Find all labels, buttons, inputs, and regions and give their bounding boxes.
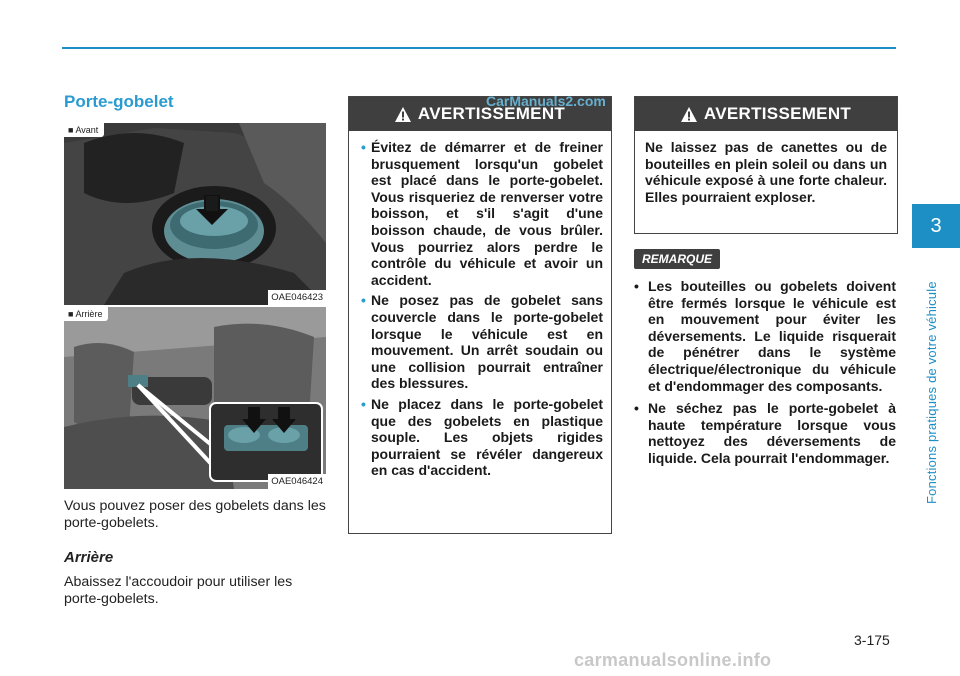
warning-text-2: Ne laissez pas de canettes ou de bouteilles en plein soleil ou dans un véhicule exposé à une forte chaleur. Elles pourraient exploser. bbox=[645, 139, 887, 205]
chapter-title: Fonctions pratiques de votre véhicule bbox=[924, 281, 939, 504]
bullet-icon: • bbox=[361, 139, 366, 155]
bullet-icon: • bbox=[361, 395, 366, 412]
section-title: Porte-gobelet bbox=[64, 92, 174, 111]
warning-item: • Évitez de démarrer et de freiner brusquement lorsqu'un gobelet est placé dans le porte-gobelet. Vous risqueriez de renverser votre boisson, et s'il s'agit d'une boisson chaude, de vous brûler. Vous pourriez alors perdre le contrôle du véhicule et avoir un accident. bbox=[361, 139, 603, 288]
warning-item: • Ne placez dans le porte-gobelet que des gobelets en plastique souple. Les objets rigides pourraient se révéler dangereux en cas d'accident. bbox=[361, 395, 603, 479]
bullet-icon: • bbox=[361, 292, 366, 309]
intro-paragraph: Vous pouvez poser des gobelets dans les porte-gobelets. bbox=[64, 498, 326, 531]
front-figure-label: ■ Avant bbox=[64, 123, 104, 137]
warning-item: • Ne posez pas de gobelet sans couvercle dans le porte-gobelet lorsque le véhicule est en mouvement. Un arrêt soudain ou une collision pourrait entraîner des blessures. bbox=[361, 292, 603, 392]
front-figure-code: OAE046423 bbox=[268, 290, 326, 305]
watermark-bottom: carmanualsonline.info bbox=[574, 650, 772, 670]
rear-figure-code: OAE046424 bbox=[268, 474, 326, 489]
rear-cupholder-figure bbox=[64, 307, 326, 489]
warning-icon bbox=[395, 107, 411, 122]
header-rule bbox=[62, 47, 896, 49]
rear-heading: Arrière bbox=[64, 549, 114, 566]
note-list bbox=[634, 278, 896, 473]
warning-box-1 bbox=[348, 96, 612, 534]
warning-title-2: AVERTISSEMENT bbox=[703, 104, 852, 123]
page-number: 3-175 bbox=[854, 632, 890, 648]
note-item: • Ne séchez pas le porte-gobelet à haute température lorsque vous nettoyez des déversements de liquide. Cela pourrait l'endommager. bbox=[634, 400, 896, 466]
warning-title-1: AVERTISSEMENT bbox=[417, 104, 566, 123]
remarque-badge: REMARQUE bbox=[634, 249, 720, 269]
chapter-tab: 3 bbox=[912, 204, 960, 248]
rear-paragraph: Abaissez l'accoudoir pour utiliser les porte-gobelets. bbox=[64, 574, 293, 607]
bullet-icon: • bbox=[634, 400, 639, 417]
warning-header-2 bbox=[635, 97, 897, 131]
rear-cupholder-illustration bbox=[64, 307, 326, 489]
rear-figure-label: ■ Arrière bbox=[64, 307, 108, 321]
front-cupholder-illustration bbox=[64, 123, 326, 305]
warning-list-1 bbox=[349, 131, 611, 479]
warning-box-2 bbox=[634, 96, 898, 234]
warning-icon bbox=[681, 107, 697, 122]
bullet-icon: • bbox=[634, 278, 639, 294]
note-item: • Les bouteilles ou gobelets doivent être fermés lorsque le véhicule est en mouvement pour éviter les déversements. Le liquide risquerait de pénétrer dans le système électrique/électronique du véhicule et d'endommager des composants. bbox=[634, 278, 896, 394]
watermark-top: CarManuals2.com bbox=[486, 93, 606, 109]
front-cupholder-figure bbox=[64, 123, 326, 305]
